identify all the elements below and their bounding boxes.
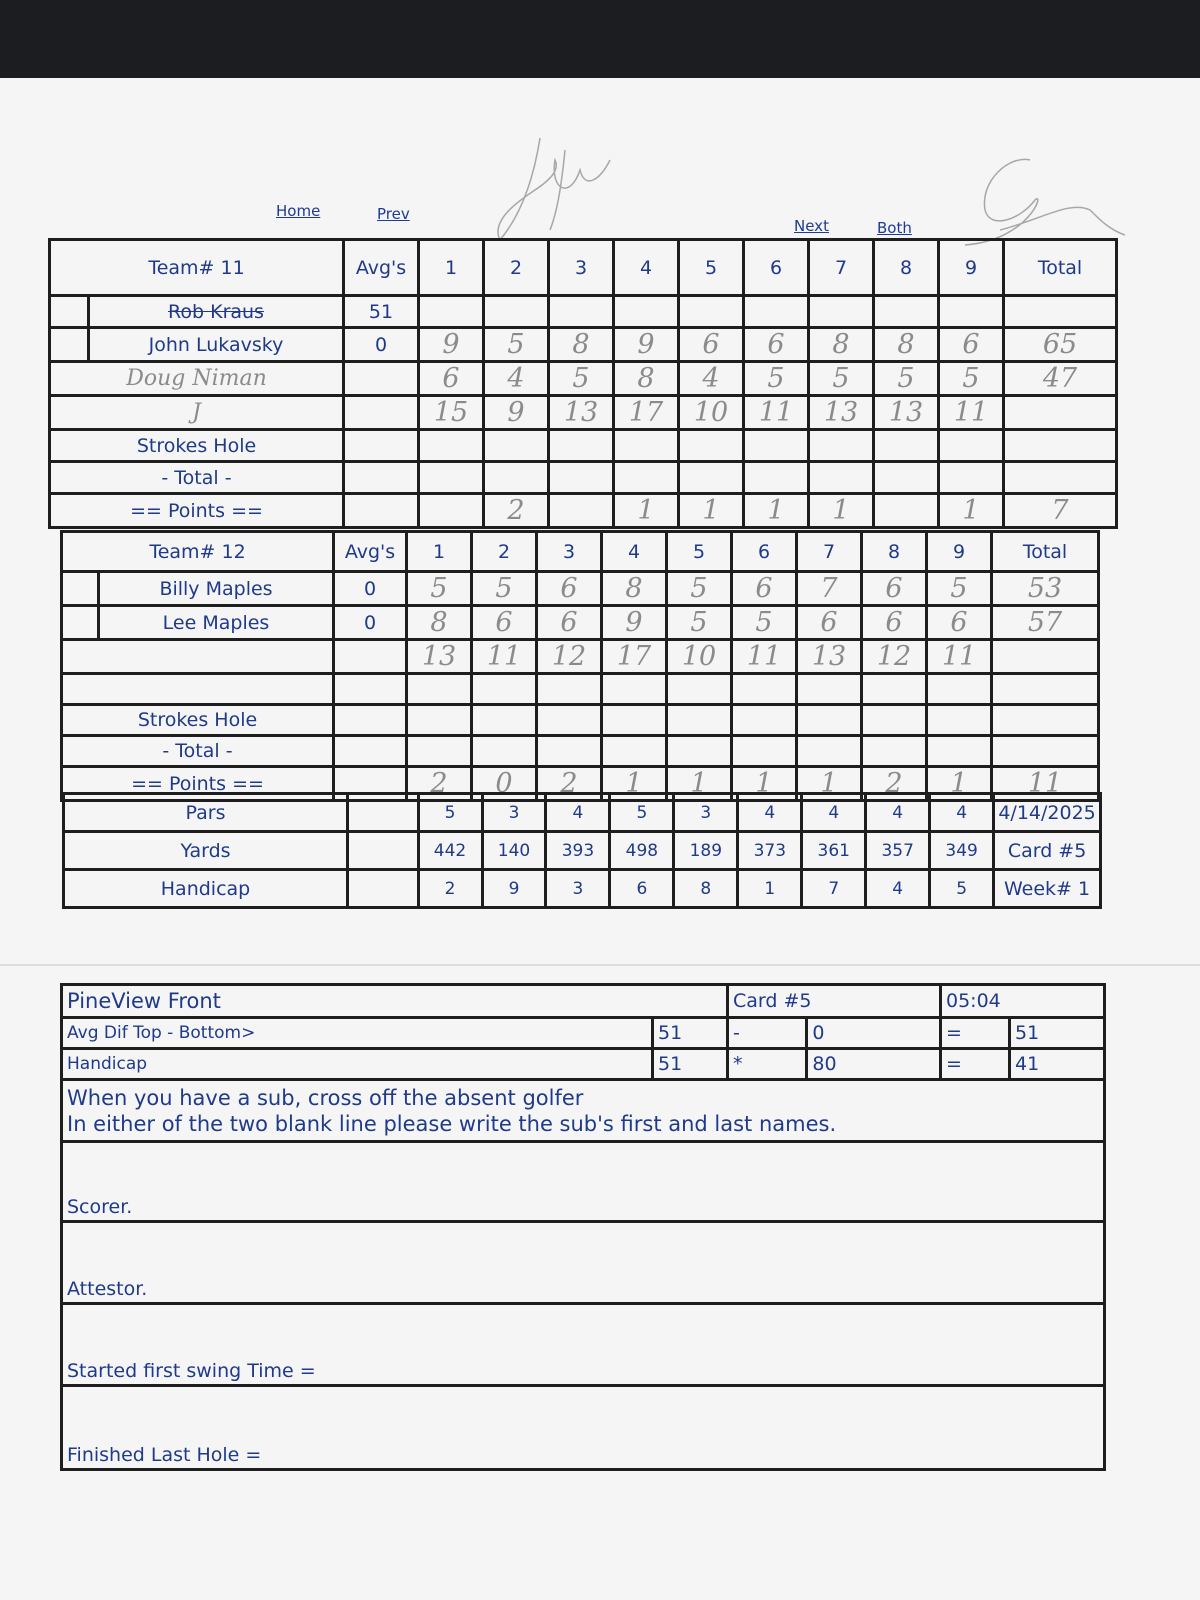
signature-scorer	[480, 130, 640, 250]
handicap-cell: 6	[610, 870, 674, 908]
handicap-cell: 4	[866, 870, 930, 908]
table-row	[62, 640, 1099, 674]
next-link[interactable]: Next	[794, 217, 829, 235]
score-cell[interactable]	[549, 296, 614, 328]
table-row	[62, 572, 1099, 606]
score-cell[interactable]: 5	[407, 572, 472, 606]
score-cell[interactable]: 11	[472, 640, 537, 674]
points-cell[interactable]: 1	[679, 494, 744, 528]
score-cell[interactable]: 13	[407, 640, 472, 674]
score-total[interactable]: 65	[1004, 328, 1117, 362]
points-row	[50, 494, 1117, 528]
score-cell[interactable]: 13	[549, 396, 614, 430]
points-cell[interactable]	[419, 494, 484, 528]
score-cell[interactable]: 4	[484, 362, 549, 396]
table-row	[50, 396, 1117, 430]
note-line-1: When you have a sub, cross off the absent golfer	[67, 1086, 584, 1110]
week-number: Week# 1	[994, 870, 1101, 908]
yard-cell: 189	[674, 832, 738, 870]
score-cell[interactable]: 5	[472, 572, 537, 606]
handicap-cell: 1	[738, 870, 802, 908]
points-cell[interactable]: 1	[667, 767, 732, 801]
score-cell[interactable]: 10	[679, 396, 744, 430]
score-cell[interactable]: 6	[419, 362, 484, 396]
team11-avg-header: Avg's	[344, 240, 419, 296]
points-cell[interactable]: 2	[484, 494, 549, 528]
player-name: Rob Kraus	[89, 296, 344, 328]
both-link[interactable]: Both	[877, 219, 912, 237]
score-cell[interactable]: 7	[797, 572, 862, 606]
score-cell[interactable]: 9	[419, 328, 484, 362]
note-line-2: In either of the two blank line please write the sub's first and last names.	[67, 1112, 837, 1136]
strokes-row	[50, 430, 1117, 462]
score-total[interactable]: 47	[1004, 362, 1117, 396]
sub-player-name[interactable]: J	[50, 396, 344, 430]
player-avg	[334, 674, 407, 705]
course-table	[62, 792, 1102, 909]
score-cell[interactable]	[732, 674, 797, 705]
hole-header: 8	[862, 532, 927, 572]
handicap-cell: 2	[418, 870, 482, 908]
score-cell[interactable]: 6	[927, 606, 992, 640]
score-total[interactable]: 53	[992, 572, 1099, 606]
hcp-op: *	[728, 1049, 807, 1080]
score-cell[interactable]: 8	[809, 328, 874, 362]
team11-table	[48, 238, 1118, 529]
points-cell[interactable]: 0	[472, 767, 537, 801]
hcp-a: 51	[653, 1049, 728, 1080]
player-avg: 51	[344, 296, 419, 328]
score-cell[interactable]: 12	[862, 640, 927, 674]
table-row	[62, 606, 1099, 640]
score-cell[interactable]: 6	[939, 328, 1004, 362]
info-time: 05:04	[941, 985, 1105, 1018]
score-cell[interactable]: 4	[679, 362, 744, 396]
table-row	[62, 674, 1099, 705]
sub-player-name[interactable]: Doug Niman	[50, 362, 344, 396]
par-cell: 3	[674, 794, 738, 832]
score-total[interactable]: 57	[992, 606, 1099, 640]
score-cell[interactable]	[797, 674, 862, 705]
avgdif-op: -	[728, 1018, 807, 1049]
strokes-label: Strokes Hole	[50, 430, 344, 462]
score-cell[interactable]: 9	[614, 328, 679, 362]
yard-cell: 140	[482, 832, 546, 870]
score-cell[interactable]: 5	[732, 606, 797, 640]
score-total[interactable]	[992, 674, 1099, 705]
score-cell[interactable]: 6	[744, 328, 809, 362]
hole-header: 9	[939, 240, 1004, 296]
par-cell: 5	[418, 794, 482, 832]
yard-cell: 498	[610, 832, 674, 870]
paper-fold	[0, 964, 1200, 966]
hole-header: 3	[537, 532, 602, 572]
player-avg	[344, 396, 419, 430]
score-cell[interactable]	[419, 296, 484, 328]
hole-header: 9	[927, 532, 992, 572]
score-cell[interactable]	[809, 296, 874, 328]
score-cell[interactable]: 8	[407, 606, 472, 640]
score-cell[interactable]: 15	[419, 396, 484, 430]
yard-cell: 349	[930, 832, 994, 870]
player-name: Lee Maples	[99, 606, 334, 640]
points-total[interactable]: 7	[1004, 494, 1117, 528]
score-total[interactable]	[1004, 296, 1117, 328]
score-cell[interactable]	[679, 296, 744, 328]
score-cell[interactable]	[939, 296, 1004, 328]
points-cell[interactable]: 1	[809, 494, 874, 528]
hole-header: 1	[407, 532, 472, 572]
card-date: 4/14/2025	[994, 794, 1101, 832]
points-label: == Points ==	[50, 494, 344, 528]
score-cell[interactable]: 11	[744, 396, 809, 430]
checkbox-cell[interactable]	[62, 572, 99, 606]
par-cell: 5	[610, 794, 674, 832]
points-cell[interactable]: 1	[732, 767, 797, 801]
team11-title: Team# 11	[50, 240, 344, 296]
score-cell[interactable]	[874, 296, 939, 328]
avgdif-b: 0	[807, 1018, 941, 1049]
info-table	[60, 983, 1106, 1471]
score-cell[interactable]: 6	[472, 606, 537, 640]
table-row	[50, 296, 1117, 328]
home-link[interactable]: Home	[276, 202, 321, 220]
avgdif-a: 51	[653, 1018, 728, 1049]
score-cell[interactable]	[927, 674, 992, 705]
points-cell[interactable]: 1	[744, 494, 809, 528]
hole-header: 6	[744, 240, 809, 296]
player-name: John Lukavsky	[89, 328, 344, 362]
yards-row	[64, 832, 1101, 870]
table-row	[50, 362, 1117, 396]
score-cell[interactable]: 6	[537, 606, 602, 640]
hcp-eq: =	[941, 1049, 1010, 1080]
team11-total-header: Total	[1004, 240, 1117, 296]
par-cell: 3	[482, 794, 546, 832]
score-cell[interactable]: 5	[939, 362, 1004, 396]
score-total[interactable]	[1004, 396, 1117, 430]
hcp-label: Handicap	[62, 1049, 653, 1080]
avgdif-label: Avg Dif Top - Bottom>	[62, 1018, 653, 1049]
points-cell[interactable]: 2	[862, 767, 927, 801]
score-cell[interactable]	[472, 674, 537, 705]
checkbox-cell[interactable]	[50, 296, 89, 328]
par-cell: 4	[930, 794, 994, 832]
hcp-result: 41	[1010, 1049, 1105, 1080]
checkbox-cell[interactable]	[62, 606, 99, 640]
par-cell: 4	[738, 794, 802, 832]
par-cell: 4	[546, 794, 610, 832]
points-cell[interactable]: 2	[537, 767, 602, 801]
score-cell[interactable]: 17	[614, 396, 679, 430]
handicap-cell: 7	[802, 870, 866, 908]
points-cell[interactable]: 1	[939, 494, 1004, 528]
table-row	[50, 328, 1117, 362]
score-cell[interactable]	[602, 674, 667, 705]
score-cell[interactable]: 8	[614, 362, 679, 396]
total-row	[62, 736, 1099, 767]
info-card: Card #5	[728, 985, 941, 1018]
score-cell[interactable]	[862, 674, 927, 705]
score-cell[interactable]: 5	[667, 572, 732, 606]
hole-header: 4	[614, 240, 679, 296]
player-avg: 0	[334, 606, 407, 640]
score-cell[interactable]: 6	[679, 328, 744, 362]
score-cell[interactable]: 9	[602, 606, 667, 640]
points-cell[interactable]: 2	[407, 767, 472, 801]
par-cell: 4	[802, 794, 866, 832]
player-avg	[334, 640, 407, 674]
sub-player-name[interactable]	[62, 674, 334, 705]
score-cell[interactable]: 8	[874, 328, 939, 362]
yard-cell: 442	[418, 832, 482, 870]
score-cell[interactable]: 6	[862, 572, 927, 606]
score-cell[interactable]: 6	[862, 606, 927, 640]
handicap-cell: 8	[674, 870, 738, 908]
score-cell[interactable]: 11	[939, 396, 1004, 430]
points-cell[interactable]: 1	[602, 767, 667, 801]
attestor-field[interactable]: Attestor.	[62, 1222, 1105, 1304]
avgdif-eq: =	[941, 1018, 1010, 1049]
team12-total-header: Total	[992, 532, 1099, 572]
player-avg	[344, 362, 419, 396]
handicap-cell: 3	[546, 870, 610, 908]
scorer-field[interactable]: Scorer.	[62, 1142, 1105, 1222]
par-cell: 4	[866, 794, 930, 832]
yard-cell: 361	[802, 832, 866, 870]
player-name: Billy Maples	[99, 572, 334, 606]
hole-header: 4	[602, 532, 667, 572]
score-cell[interactable]	[744, 296, 809, 328]
points-cell[interactable]	[874, 494, 939, 528]
points-total[interactable]: 11	[992, 767, 1099, 801]
hole-header: 2	[472, 532, 537, 572]
score-cell[interactable]: 8	[602, 572, 667, 606]
score-cell[interactable]: 13	[809, 396, 874, 430]
score-cell[interactable]: 5	[667, 606, 732, 640]
score-cell[interactable]: 13	[797, 640, 862, 674]
hole-header: 1	[419, 240, 484, 296]
strokes-row	[62, 705, 1099, 736]
score-total[interactable]	[992, 640, 1099, 674]
total-row	[50, 462, 1117, 494]
hole-header: 7	[797, 532, 862, 572]
score-cell[interactable]: 8	[549, 328, 614, 362]
avgdif-result: 51	[1010, 1018, 1105, 1049]
total-label: - Total -	[50, 462, 344, 494]
sub-player-name[interactable]	[62, 640, 334, 674]
score-cell[interactable]: 11	[732, 640, 797, 674]
score-cell[interactable]: 5	[874, 362, 939, 396]
score-cell[interactable]	[537, 674, 602, 705]
score-cell[interactable]: 13	[874, 396, 939, 430]
score-cell[interactable]: 5	[549, 362, 614, 396]
pars-label: Pars	[64, 794, 348, 832]
yard-cell: 373	[738, 832, 802, 870]
score-cell[interactable]: 5	[809, 362, 874, 396]
hole-header: 8	[874, 240, 939, 296]
yards-label: Yards	[64, 832, 348, 870]
score-cell[interactable]	[484, 296, 549, 328]
hcp-b: 80	[807, 1049, 941, 1080]
player-avg: 0	[334, 572, 407, 606]
player-avg: 0	[344, 328, 419, 362]
prev-link[interactable]: Prev	[377, 205, 410, 223]
handicap-cell: 5	[930, 870, 994, 908]
hole-header: 2	[484, 240, 549, 296]
team12-avg-header: Avg's	[334, 532, 407, 572]
score-cell[interactable]	[614, 296, 679, 328]
hole-header: 7	[809, 240, 874, 296]
hole-header: 3	[549, 240, 614, 296]
start-time-field[interactable]: Started first swing Time =	[62, 1304, 1105, 1386]
points-cell[interactable]: 1	[797, 767, 862, 801]
score-cell[interactable]: 10	[667, 640, 732, 674]
score-cell[interactable]: 5	[744, 362, 809, 396]
total-label: - Total -	[62, 736, 334, 767]
score-cell[interactable]: 9	[484, 396, 549, 430]
score-cell[interactable]: 11	[927, 640, 992, 674]
points-cell[interactable]: 1	[927, 767, 992, 801]
points-cell[interactable]	[549, 494, 614, 528]
score-cell[interactable]: 5	[484, 328, 549, 362]
score-cell[interactable]	[667, 674, 732, 705]
pars-row	[64, 794, 1101, 832]
score-cell[interactable]: 12	[537, 640, 602, 674]
hole-header: 5	[679, 240, 744, 296]
handicap-label: Handicap	[64, 870, 348, 908]
score-cell[interactable]: 5	[927, 572, 992, 606]
course-name: PineView Front	[62, 985, 728, 1018]
score-cell[interactable]: 6	[537, 572, 602, 606]
hole-header: 6	[732, 532, 797, 572]
score-cell[interactable]: 17	[602, 640, 667, 674]
handicap-row	[64, 870, 1101, 908]
hole-header: 5	[667, 532, 732, 572]
points-cell[interactable]: 1	[614, 494, 679, 528]
finish-time-field[interactable]: Finished Last Hole =	[62, 1386, 1105, 1470]
score-cell[interactable]: 6	[732, 572, 797, 606]
sub-instructions	[62, 1080, 1105, 1142]
team12-table	[60, 530, 1100, 802]
handicap-cell: 9	[482, 870, 546, 908]
card-number: Card #5	[994, 832, 1101, 870]
yard-cell: 357	[866, 832, 930, 870]
strokes-label: Strokes Hole	[62, 705, 334, 736]
score-cell[interactable]	[407, 674, 472, 705]
score-cell[interactable]: 6	[797, 606, 862, 640]
checkbox-cell[interactable]	[50, 328, 89, 362]
points-label: == Points ==	[62, 767, 334, 801]
team12-title: Team# 12	[62, 532, 334, 572]
yard-cell: 393	[546, 832, 610, 870]
